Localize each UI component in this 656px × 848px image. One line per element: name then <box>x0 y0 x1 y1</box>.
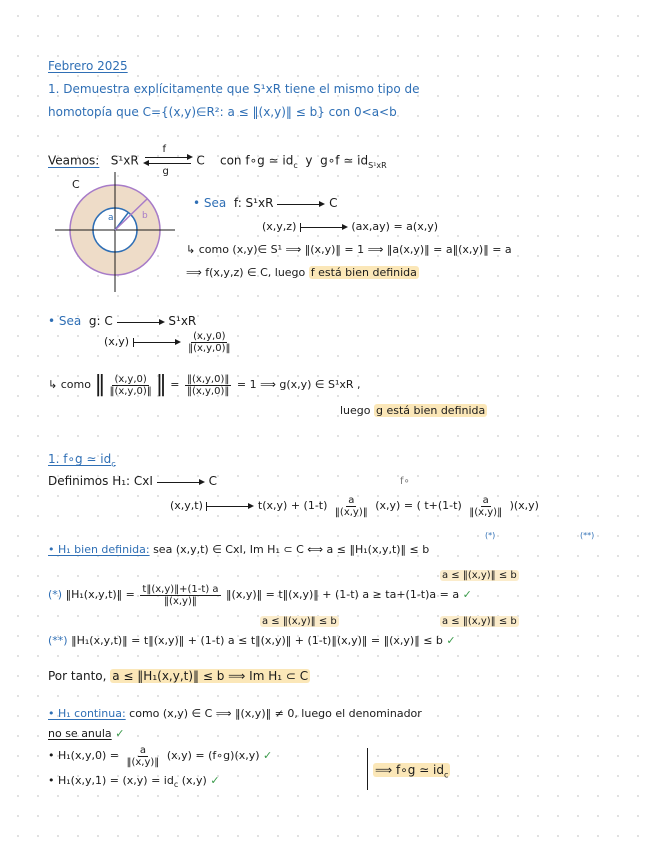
sec-g-frac2-den: ‖(x,y,0)‖ <box>187 385 230 397</box>
sec-g-den: ‖(x,y,0)‖ <box>188 342 231 354</box>
bien-line <box>48 542 429 558</box>
sec-f-arrow <box>277 199 325 209</box>
date-heading: Febrero 2025 <box>48 59 128 73</box>
sec-g-frac <box>186 331 232 354</box>
continua-text: como (x,y) ∈ C ⟹ ‖(x,y)‖ ≠ 0, luego el denominador <box>129 707 422 720</box>
star2-label: (**) <box>48 634 68 647</box>
star1-check: ✓ <box>462 588 472 601</box>
part1-def <box>48 473 217 489</box>
sec-f-mapping <box>262 219 438 235</box>
part1-expr-b: (x,y) = <box>375 499 414 512</box>
part1-frac1-den: ‖(x,y)‖ <box>334 506 368 518</box>
part1-def-target: C <box>208 474 217 488</box>
sec-g-como: ↳ como ‖ $\frac{(x,y,0)}{‖(x,y,0)‖}$ ‖ = $\frac{‖(x,y,0)‖}{‖(x,y,0)‖}$ = 1 ⟹ g(x,y) ∈ S¹xR , <box>48 372 361 397</box>
veamos-domain: S¹xR <box>110 153 139 168</box>
fg-arrows <box>143 144 193 177</box>
diagram-label-b: b <box>142 211 148 221</box>
exercise-statement-line2: homotopía que C={(x,y)∈R²: a ≤ ‖(x,y)‖ ≤ b} con 0<a<b <box>48 105 397 119</box>
part1-def-text: Definimos H₁: CxI <box>48 474 153 488</box>
part1-frac2-num: a <box>482 494 489 506</box>
final-l1-post: (x,y) = (f∘g)(x,y) <box>166 749 260 762</box>
exercise-statement-line1: 1. Demuestra explícitamente que S¹xR tiene el mismo tipo de <box>48 82 420 96</box>
part1-expr-d: )(x,y) <box>509 499 539 512</box>
final-l2-post: (x,y) <box>181 774 207 787</box>
sec-g-target: S¹xR <box>168 314 197 328</box>
sec-f-conclusion-hl: f está bien definida <box>310 266 417 279</box>
star1-num: t‖(x,y)‖+(1-t) a <box>142 583 219 595</box>
star1-note: a ≤ ‖(x,y)‖ ≤ b <box>442 570 517 581</box>
final-frac-den: ‖(x,y)‖ <box>126 756 160 768</box>
final-frac-num: a <box>139 744 146 756</box>
diagram-label-a: a <box>108 213 114 223</box>
sec-g-como-mid: = <box>170 378 180 391</box>
final-l1-pre: • H₁(x,y,0) = <box>48 749 119 762</box>
part1-overnote: f∘ <box>400 476 410 487</box>
sec-g-frac1-num: (x,y,0) <box>114 373 147 385</box>
f-label: f <box>162 144 167 155</box>
final-conclusion-sub: c <box>444 770 449 780</box>
veamos-y: y <box>305 153 313 168</box>
final-conclusion-text: ⟹ f∘g ≃ id <box>375 763 445 777</box>
veamos-codomain: C <box>196 153 205 168</box>
part1-mapsto <box>206 501 254 511</box>
part1-frac1-num: a <box>348 494 355 506</box>
sec-f-bullet: • Sea <box>193 196 227 210</box>
part1-expr-c: ( t+(1-t) <box>416 499 462 512</box>
sec-f-from: (x,y,z) <box>262 220 297 233</box>
part1-from: (x,y,t) <box>170 499 203 512</box>
final-conclusion-wrap <box>373 762 450 783</box>
star2-note1: a ≤ ‖(x,y)‖ ≤ b <box>262 616 337 627</box>
star2-line <box>48 633 456 649</box>
sec-g-num: (x,y,0) <box>193 330 226 342</box>
g-label: g <box>162 166 169 177</box>
sec-g-luego-pre: luego <box>340 404 371 417</box>
sec-g-luego-hl: g está bien definida <box>376 404 486 417</box>
sec-f-map: f: S¹xR <box>233 196 274 210</box>
final-line2 <box>48 773 220 793</box>
sec-f-target: C <box>329 196 338 210</box>
veamos-rest: con f∘g ≃ id <box>219 153 294 168</box>
star1-line <box>48 580 472 610</box>
part1-frac2-den: ‖(x,y)‖ <box>469 506 503 518</box>
star2-note2-wrap <box>440 612 519 630</box>
final-l2-sub: c <box>173 780 179 790</box>
star1-label: (*) <box>48 588 63 601</box>
part1-def-arrow <box>157 477 205 487</box>
star1-lhs: ‖H₁(x,y,t)‖ = <box>65 588 135 601</box>
sec-f-to: (ax,ay) = a(x,y) <box>351 220 439 233</box>
veamos-gf: g∘f ≃ id <box>320 153 369 168</box>
veamos-sub-s: S¹xR <box>368 160 387 170</box>
sec-g-bullet: • Sea <box>48 314 82 328</box>
bien-title: • H₁ bien definida: <box>48 543 150 556</box>
continua-title: • H₁ continua: <box>48 707 126 720</box>
bien-mark1: (*) <box>485 531 496 540</box>
final-brace <box>367 748 368 790</box>
part1-frac2 <box>467 495 504 518</box>
star1-rhs: ‖(x,y)‖ = t‖(x,y)‖ + (1-t) a ≥ ta+(1-t)a = a <box>226 588 460 601</box>
sec-g-from: (x,y) <box>104 335 130 348</box>
continua-line1 <box>48 706 422 722</box>
final-frac <box>124 745 161 768</box>
sec-g-frac1 <box>107 374 153 397</box>
final-check2: ✓ <box>210 774 220 787</box>
star2-check: ✓ <box>446 634 456 647</box>
continua-check: ✓ <box>115 727 125 740</box>
portanto-line <box>48 668 310 684</box>
sec-g-frac2-num: ‖(x,y,0)‖ <box>187 373 230 385</box>
sec-f-como: ↳ como (x,y)∈ S¹ ⟹ ‖(x,y)‖ = 1 ⟹ ‖a(x,y)‖ = a‖(x,y)‖ = a <box>186 243 512 256</box>
continua-text2: no se anula <box>48 727 112 740</box>
part1-expr-a: t(x,y) + (1-t) <box>257 499 328 512</box>
sec-f-conclusion <box>186 265 419 281</box>
sec-g-title <box>48 313 196 329</box>
sec-g-como-pre: ↳ como <box>48 378 91 391</box>
star2-text: ‖H₁(x,y,t)‖ = t‖(x,y)‖ + (1-t) a ≤ t‖(x,y)‖ + (1-t)‖(x,y)‖ = ‖(x,y)‖ ≤ b <box>71 634 443 647</box>
part1-title-sub: c <box>111 459 116 469</box>
sec-g-mapping <box>104 328 234 356</box>
portanto-pre: Por tanto, <box>48 669 107 683</box>
sec-g-luego <box>340 403 487 419</box>
bien-text: sea (x,y,t) ∈ CxI, Im H₁ ⊂ C ⟺ a ≤ ‖H₁(x,y,t)‖ ≤ b <box>153 543 430 556</box>
sec-g-arrow <box>117 317 165 327</box>
sec-g-como-post: = 1 ⟹ g(x,y) ∈ S¹xR , <box>236 378 361 391</box>
final-l2: • H₁(x,y,1) = (x,y) = id <box>48 774 174 787</box>
continua-line2 <box>48 726 124 742</box>
part1-frac1 <box>333 495 370 518</box>
sec-g-map: g: C <box>88 314 113 328</box>
annulus-diagram <box>50 170 180 300</box>
part1-title <box>48 451 116 472</box>
portanto-hl: a ≤ ‖H₁(x,y,t)‖ ≤ b ⟹ Im H₁ ⊂ C <box>112 669 309 683</box>
star1-den: ‖(x,y)‖ <box>164 595 197 607</box>
veamos-label: Veamos: <box>48 153 100 168</box>
sec-g-frac1-den: ‖(x,y,0)‖ <box>109 385 152 397</box>
sec-g-frac2 <box>185 374 231 397</box>
final-line1 <box>48 742 272 770</box>
sec-f-mapsto <box>300 222 348 232</box>
star1-frac <box>140 584 220 607</box>
veamos-sub-c: c <box>293 160 298 170</box>
final-check1: ✓ <box>263 749 273 762</box>
sec-f-title <box>193 195 337 211</box>
star2-note1-wrap <box>260 612 339 630</box>
final-conclusion <box>373 763 450 780</box>
part1-homotopy <box>170 491 539 521</box>
bien-mark2: (**) <box>580 531 595 540</box>
part1-title-text: 1. f∘g ≃ id <box>48 452 112 466</box>
diagram-label-c: C <box>72 178 80 191</box>
sec-f-conclusion-pre: ⟹ f(x,y,z) ∈ C, luego <box>186 266 306 279</box>
star2-note2: a ≤ ‖(x,y)‖ ≤ b <box>442 616 517 627</box>
sec-g-mapsto <box>133 337 181 347</box>
